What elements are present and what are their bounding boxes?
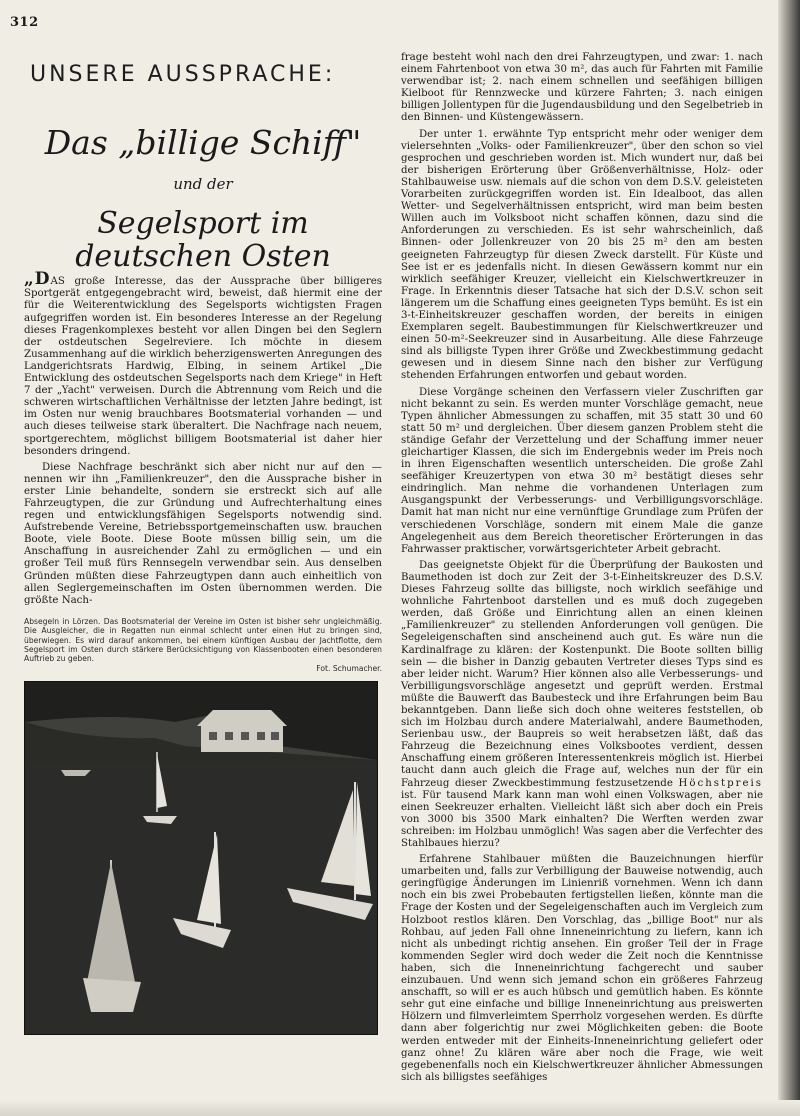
clubhouse: [197, 710, 287, 752]
r4-text: Das geeignetste Objekt für die Überprüfung der Baukosten und Baumethoden ist doch zur Zeit der 3-t-Einheitskreuzer des D.S.V. Dieses Fahrzeug sollte das billigste, noch wirklich seefähige und wohnliche Fahrtenboot darstellen und es muß doch zugegeben werden, daß Größe und Einrichtung allen an einen kleinen „Familienkreuzer" zu stellenden Anforderungen voll genügen. Die Segeleigenschaften sind anscheinend auch gut. Es wäre nun die Kardinalfrage zu klären: der Kostenpunkt. Die Boote sollten billig sein — die bisher in Danzig gebauten Vertreter dieses Typs sind es aber leider nicht. Warum? Hier können also alle Verbesserungs- und Verbilligungsvorschläge angesetzt und geprüft werden. Erstmal müßte die Bauwerft das Baubesteck und ihre Erfahrungen beim Bau bekanntgeben. Dann ließe sich doch ohne weiteres feststellen, ob sich im Holzbau durch andere Materialwahl, andere Baumethoden, Serienbau usw., der Baupreis so weit herabsetzen läßt, daß das Fahrzeug die Bezeichnung eines Volksbootes verdient, dessen Anschaffung einem größeren Interessentenkreis möglich ist. Hierbei taucht dann auch gleich die Frage auf, welches nun der für ein Fahrzeug dieser Zweckbestimmung festzusetzende: [401, 559, 763, 789]
r4-tail: ist. Für tausend Mark kann man wohl einen Volkswagen, aber nie einen Seekreuzer erhalten. Vielleicht läßt sich aber doch ein Preis von 3000 bis 3500 Mark einhalten? Die Werften werden zwar schreiben: im Holzbau unmöglich! Was sagen aber die Verfechter des Stahlbaues hierzu?: [401, 789, 763, 849]
page-binding-edge: [778, 0, 800, 1116]
right-paragraph-4: [401, 560, 763, 850]
caption-text: Absegeln in Lörzen. Das Bootsmaterial der Vereine im Osten ist bisher sehr ungleichmäßig. Die Ausgleicher, die in Regatten nun einmal schlecht unter einen Hut zu bringen sind, überwiegen. Es wird darauf ankommen, bei einem künftigen Ausbau der Jachtflotte, dem Segelsport im Osten durch stärkere Berücksichtigung von Klassenbooten einen besonderen Auftrieb zu geben.: [24, 616, 382, 664]
right-paragraph-1: frage besteht wohl nach den drei Fahrzeugtypen, und zwar: 1. nach einem Fahrtenboot von etwa 30 m², das auch für Fahrten mit Familie verwendbar ist; 2. nach einem schnellen und seefähigen billigen Kielboot für Rennzwecke und kürzere Fahrten; 3. nach einigen billigen Jollentypen für die Jugendausbildung und den Segelbetrieb in den Binnen- und Küstengewässern.: [401, 52, 763, 124]
article-subtitle: Segelsport im deutschen Osten: [75, 206, 331, 275]
intro-text: AS große Interesse, das der Aussprache über billigeres Sportgerät entgegengebracht wird, beweist, daß hiermit eine der für die Weiterentwicklung des Segelsports wichtigsten Fragen aufgegriffen worden ist. Ein besonderes Interesse an der Regelung dieses Fragenkomplexes besteht vor allen Dingen bei den Seglern der ostdeutschen Segelreviere. Ich möchte in diesem Zusammenhang auf die wirklich beherzigenswerten Anregungen des Landgerichtsrats Hardwig, Elbing, in seinem Artikel „Die Entwicklung des ostdeutschen Segelsports nach dem Kriege" in Heft 7 der „Yacht" verweisen. Durch die Abtrennung vom Reich und die schweren wirtschaftlichen Verhältnisse der letzten Jahre bedingt, ist im Osten nur wenig brauchbares Bootsmaterial vorhanden — und auch dieses teilweise stark überaltert. Die Nachfrage nach neuem, sportgerechtem, möglichst billigem Bootsmaterial ist daher hier besonders dringend.: [24, 276, 382, 457]
left-column: [24, 52, 382, 1035]
right-paragraph-2: Der unter 1. erwähnte Typ entspricht mehr oder weniger dem vielersehnten „Volks- oder Familienkreuzer", über den schon so viel gesprochen und geschrieben worden ist. Mich wundert nur, daß bei der bisherigen Erörterung über Größenverhältnisse, Holz- oder Stahlbauweise usw. niemals auf die schon von dem D.S.V. geleisteten Vorarbeiten zurückgegriffen worden ist. Ein Idealboot, das allen Wetter- und Segelverhältnissen entspricht, wird man beim besten Willen auch im Volksboot nicht schaffen können, dazu sind die Anforderungen zu verschieden. Es ist sehr wahrscheinlich, daß Binnen- oder Jollenkreuzer von 20 bis 25 m² den am besten geeigneten Fahrzeugtyp für diesen Zweck darstellt. Für Küste und See ist er es jedenfalls nicht. In diesen Gewässern kommt nur ein wirklich seefähiger Kreuzer, vielleicht ein Kielschwertkreuzer in Frage. In Erkenntnis dieser Tatsache hat sich der D.S.V. schon seit längerem um die Schaffung eines geeigneten Typs bemüht. Es ist ein 3-t-Einheitskreuzer geschaffen worden, der bereits in einigen Exemplaren segelt. Baubestimmungen für Kielschwertkreuzer und einen 50-m²-Seekreuzer sind in Ausarbeitung. Alle diese Fahrzeuge sind als billigste Typen ihrer Größe und Zweckbestimmung gedacht gewesen und in diesem Sinne nach den bisher zur Verfügung stehenden Erfahrungen entworfen und gebaut worden.: [401, 128, 763, 382]
intro-paragraph: [24, 269, 382, 457]
title-conjunction: und der: [173, 175, 233, 194]
article-title: Das „billige Schiff": [44, 123, 362, 162]
sailing-photo-image: [25, 682, 377, 1034]
photo-caption: [24, 617, 382, 673]
right-column: [401, 52, 763, 1084]
page-bottom-edge: [0, 1100, 800, 1116]
right-paragraph-5: Erfahrene Stahlbauer müßten die Bauzeichnungen hierfür umarbeiten und, falls zur Verbilligung der Bauweise notwendig, auch geringfügige Änderungen im Linienriß vornehmen. Wenn ich dann noch ein bis zwei Probebauten fertigstellen ließen, könnte man die Frage der Kosten und der Segeleigenschaften auch im Vergleich zum Holzboot restlos klären. Den Vorschlag, das „billige Boot" nur als Rohbau, auf jeden Fall ohne Inneneinrichtung zu liefern, kann ich nicht als unbedingt richtig ansehen. Ein großer Teil der in Frage kommenden Segler wird doch weder die Zeit noch die Kenntnisse haben, sich die Inneneinrichtung fachgerecht und sauber einzubauen. Und wenn sich jemand schon ein größeres Fahrzeug anschafft, so will er es auch hübsch und gemütlich haben. Es könnte sehr gut eine einfache und billige Inneneinrichtung aus preiswerten Hölzern und filmverleimtem Sperrholz vorgesehen werden. Es dürfte dann aber folgerichtig nur zwei Möglichkeiten geben: die Boote werden entweder mit der Einheits-Inneneinrichtung geliefert oder ganz ohne! Zu klären wäre aber noch die Frage, wie weit gegebenenfalls noch ein Kielschwertkreuzer ähnlicher Abmessungen sich als billigstes seefähiges: [401, 854, 763, 1083]
photo-credit: Fot. Schumacher.: [316, 663, 382, 673]
sailing-photo: [24, 681, 378, 1035]
r4-emphasis: Höchstpreis: [678, 777, 763, 789]
page-number: 312: [10, 15, 39, 30]
drop-cap: „D: [24, 269, 51, 290]
section-heading: UNSERE AUSSPRACHE:: [30, 62, 336, 87]
right-paragraph-3: Diese Vorgänge scheinen den Verfassern vieler Zuschriften gar nicht bekannt zu sein. Es werden munter Vorschläge gemacht, neue Typen ähnlicher Abmessungen zu schaffen, mit 35 statt 30 und 60 statt 50 m² und dergleichen. Über diesem ganzen Problem steht die ständige Gefahr der Verzettelung und der Schaffung immer neuer gleichartiger Klassen, die sich im Endergebnis weder im Preis noch in ihren Eigenschaften wesentlich unterscheiden. Die große Zahl seefähiger Kreuzertypen von etwa 30 m² bestätigt dieses sehr eindringlich. Man nehme die vorhandenen Unterlagen zum Ausgangspunkt der Verbesserungs- und Verbilligungsvorschläge. Damit hat man nicht nur eine vernünftige Grundlage zum Prüfen der verschiedenen Vorschläge, sondern mit einem Male die ganze Angelegenheit aus dem Bereich theoretischer Erörterungen in das Fahrwasser praktischer, vorwärtsgerichteter Arbeit gebracht.: [401, 386, 763, 555]
paragraph-2: Diese Nachfrage beschränkt sich aber nicht nur auf den — nennen wir ihn „Familienkreuzer", den die Aussprache bisher in erster Linie behandelte, sondern sie erstreckt sich auf alle Fahrzeugtypen, die zur Gründung und Aufrechterhaltung eines regen und entwicklungsfähigen Segelsports notwendig sind. Aufstrebende Vereine, Betriebssportgemeinschaften usw. brauchen Boote, viele Boote. Diese Boote müssen billig sein, um die Anschaffung in ausreichender Zahl zu ermöglichen — und ein großer Teil muß fürs Rennsegeln verwendbar sein. Aus denselben Gründen müßten diese Fahrzeugtypen dann auch einheitlich von allen Seglergemeinschaften im Osten übernommen werden. Die größte Nach-: [24, 461, 382, 606]
